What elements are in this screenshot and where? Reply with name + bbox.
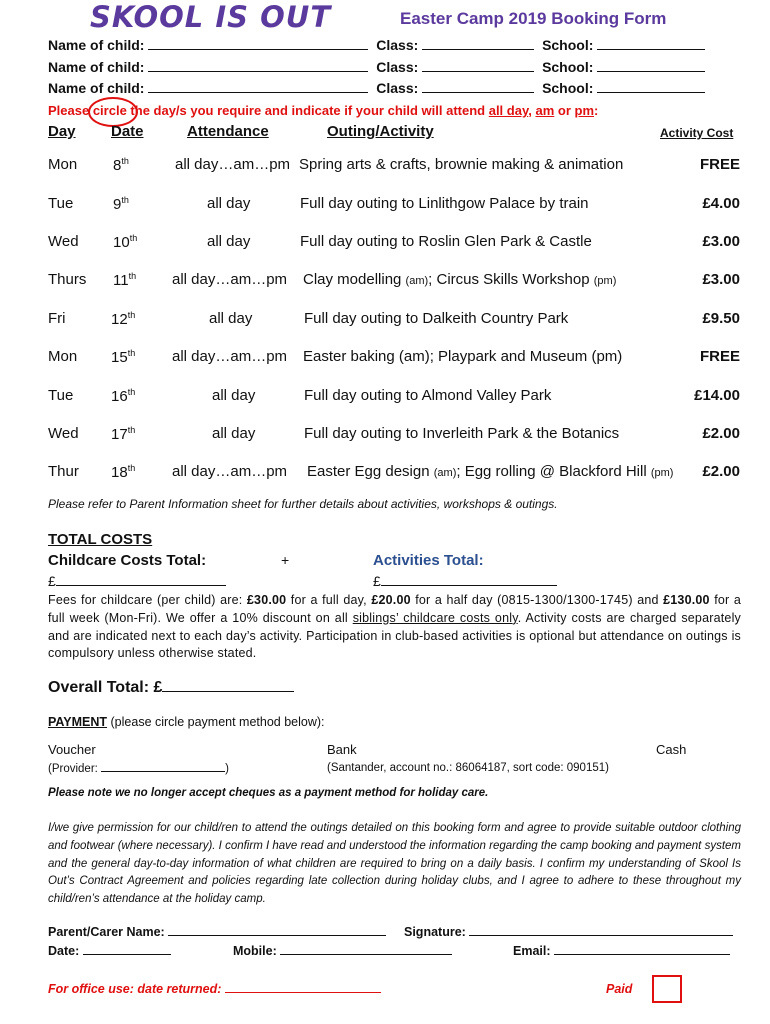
row-attendance[interactable]: all day [207, 195, 251, 212]
payment-bank-option[interactable]: Bank [327, 742, 357, 757]
row-attendance[interactable]: all day…am…pm [172, 348, 288, 365]
row-cost: £3.00 [702, 271, 740, 288]
row-date: 10th [113, 233, 138, 251]
activities-total-label: Activities Total: [373, 552, 484, 569]
cheque-note: Please note we no longer accept cheques as a payment method for holiday care. [48, 787, 489, 799]
row-activity: Easter Egg design (am); Egg rolling @ Blackford Hill (pm) [307, 463, 674, 480]
row-cost: £4.00 [702, 195, 740, 212]
office-use-field[interactable]: For office use: date returned: [48, 982, 381, 996]
payment-voucher-option[interactable]: Voucher [48, 742, 96, 757]
header-cost: Activity Cost [660, 126, 734, 140]
total-costs-title: TOTAL COSTS [48, 531, 153, 548]
parent-info-note: Please refer to Parent Information sheet for further details about activities, workshops & outings. [48, 497, 558, 511]
fees-paragraph: Fees for childcare (per child) are: £30.00 for a full day, £20.00 for a half day (0815-1300/1300-1745) and £130.00 for a full week (Mon-Fri). We offer a 10% discount on all siblings’ childcare costs only. Activity costs are charged separately and are indicated next to each day’s activity. Participation in club-based activities is optional but attendance on outings is compulsory unless otherwise stated. [48, 593, 742, 661]
row-cost: £9.50 [702, 310, 740, 327]
school-field[interactable] [597, 60, 705, 72]
name-label: Name of child: [48, 80, 145, 96]
activities-total-field[interactable]: £ [373, 573, 557, 589]
row-cost: £14.00 [694, 387, 740, 404]
row-day: Mon [48, 156, 78, 173]
school-label: School: [542, 37, 594, 53]
provider-field[interactable]: (Provider: ) [48, 763, 229, 775]
email-field[interactable]: Email: [513, 944, 730, 958]
paid-checkbox[interactable] [652, 975, 682, 1003]
school-label: School: [542, 59, 594, 75]
school-field[interactable] [597, 38, 705, 50]
form-title: Easter Camp 2019 Booking Form [400, 9, 667, 28]
row-activity: Clay modelling (am); Circus Skills Workshop (pm) [303, 271, 617, 288]
name-label: Name of child: [48, 59, 145, 75]
class-field[interactable] [422, 81, 534, 93]
row-attendance[interactable]: all day…am…pm [172, 271, 288, 288]
date-field[interactable]: Date: [48, 944, 171, 958]
row-activity: Full day outing to Almond Valley Park [304, 387, 552, 404]
header-date: Date [111, 123, 144, 140]
row-date: 15th [111, 348, 136, 366]
row-date: 18th [111, 463, 136, 481]
skool-is-out-logo: SKOOL IS OUT [90, 0, 332, 34]
childcare-total-label: Childcare Costs Total: [48, 552, 207, 569]
payment-cash-option[interactable]: Cash [656, 742, 687, 757]
name-label: Name of child: [48, 37, 145, 53]
class-label: Class: [376, 37, 419, 53]
header-outing: Outing/Activity [327, 123, 434, 140]
class-label: Class: [376, 59, 419, 75]
plus-sign: + [281, 552, 290, 568]
row-activity: Full day outing to Linlithgow Palace by train [300, 195, 589, 212]
header-attendance: Attendance [187, 123, 269, 140]
circled-word: circle [92, 103, 127, 118]
class-field[interactable] [422, 38, 534, 50]
child-row-1 [48, 37, 705, 53]
overall-total[interactable]: Overall Total: £ [48, 678, 294, 697]
school-field[interactable] [597, 81, 705, 93]
name-field[interactable] [148, 38, 368, 50]
parent-name-field[interactable]: Parent/Carer Name: [48, 925, 386, 939]
row-cost: FREE [699, 348, 740, 365]
circle-instruction: Please circle the day/s you require and indicate if your child will attend all day, am or pm: [48, 103, 599, 118]
row-day: Thurs [48, 271, 87, 288]
name-field[interactable] [148, 81, 368, 93]
row-date: 17th [111, 425, 136, 443]
child-row-3 [48, 80, 705, 96]
row-attendance[interactable]: all day [209, 310, 253, 327]
childcare-total-field[interactable]: £ [48, 573, 226, 589]
row-day: Tue [48, 195, 74, 212]
row-activity: Full day outing to Dalkeith Country Park [304, 310, 569, 327]
row-day: Wed [48, 425, 79, 442]
class-label: Class: [376, 80, 419, 96]
name-field[interactable] [148, 60, 368, 72]
class-field[interactable] [422, 60, 534, 72]
school-label: School: [542, 80, 594, 96]
row-date: 9th [113, 195, 129, 213]
row-attendance[interactable]: all day [212, 425, 256, 442]
signature-field[interactable]: Signature: [404, 925, 733, 939]
row-day: Tue [48, 387, 74, 404]
row-day: Mon [48, 348, 78, 365]
row-date: 12th [111, 310, 136, 328]
row-date: 16th [111, 387, 136, 405]
header-day: Day [48, 123, 76, 140]
row-attendance[interactable]: all day [212, 387, 256, 404]
row-attendance[interactable]: all day…am…pm [172, 463, 288, 480]
row-day: Fri [48, 310, 66, 327]
mobile-field[interactable]: Mobile: [233, 944, 452, 958]
row-cost: £2.00 [702, 463, 740, 480]
paid-label: Paid [606, 982, 633, 996]
row-attendance[interactable]: all day [207, 233, 251, 250]
row-day: Thur [48, 463, 79, 480]
row-activity: Full day outing to Inverleith Park & the Botanics [304, 425, 620, 442]
row-date: 11th [113, 271, 137, 289]
consent-paragraph: I/we give permission for our child/ren to attend the outings detailed on this booking form and agree to provide suitable outdoor clothing and footwear (where necessary). I confirm I have read and understood the information regarding the camp booking and payment system and the general day-to-day information of what children are required to bring on a daily basis. I confirm my understanding of Skool Is Out’s Contract Agreement and policies regarding late collection during holiday clubs, and I agree to adhere to these throughout my child/ren’s attendance at the holiday camp. [48, 822, 741, 906]
payment-title: PAYMENT (please circle payment method below): [48, 715, 325, 729]
row-activity: Full day outing to Roslin Glen Park & Castle [300, 233, 592, 250]
row-cost: FREE [699, 156, 740, 173]
row-date: 8th [113, 156, 129, 174]
child-row-2 [48, 59, 705, 75]
row-activity: Spring arts & crafts, brownie making & animation [299, 156, 624, 173]
row-activity: Easter baking (am); Playpark and Museum (pm) [303, 348, 623, 365]
row-cost: £3.00 [702, 233, 740, 250]
bank-details: (Santander, account no.: 86064187, sort code: 090151) [327, 762, 609, 774]
row-cost: £2.00 [702, 425, 740, 442]
row-day: Wed [48, 233, 79, 250]
row-attendance[interactable]: all day…am…pm [175, 156, 291, 173]
